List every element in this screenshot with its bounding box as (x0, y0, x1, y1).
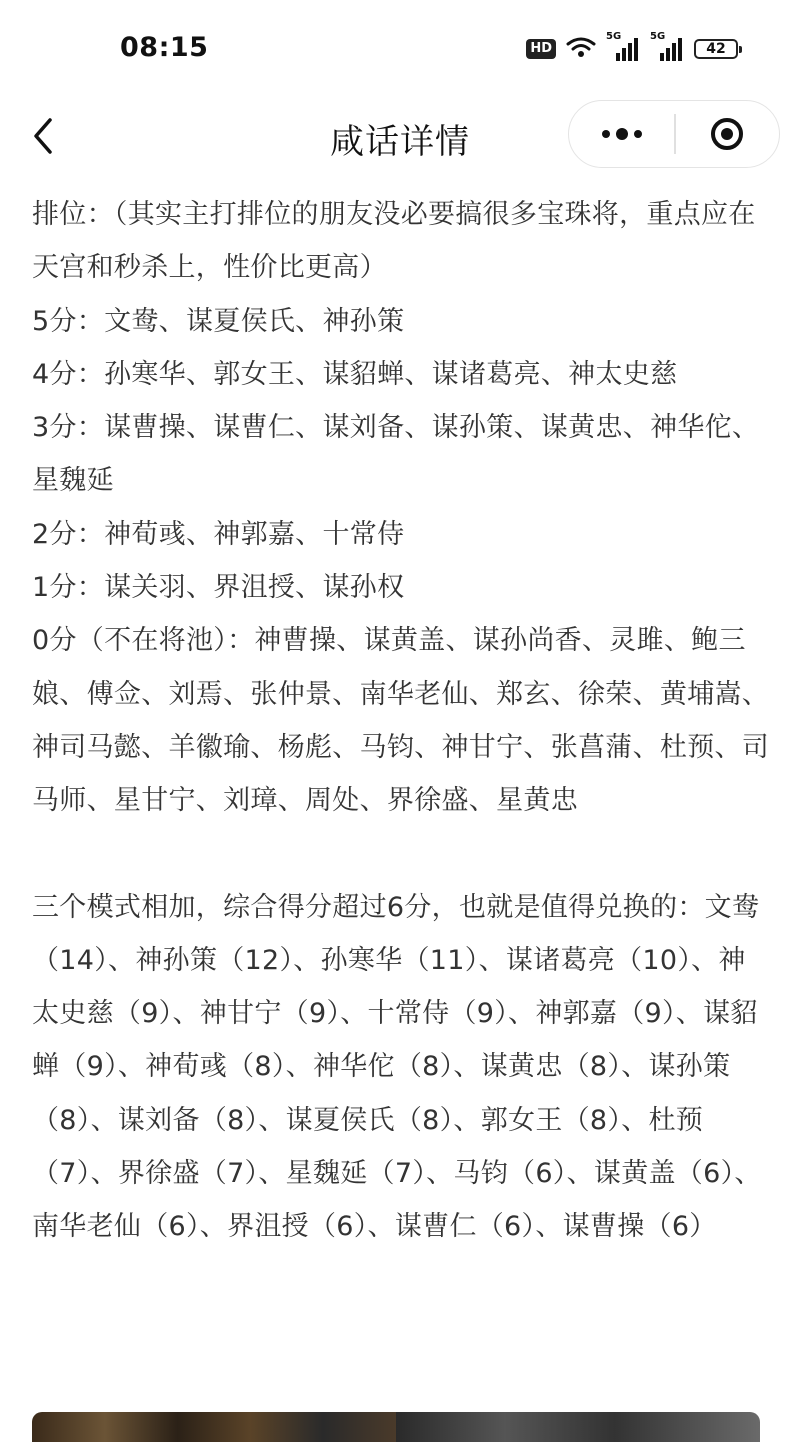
more-button[interactable] (569, 101, 674, 167)
article-image[interactable] (32, 1412, 760, 1442)
target-circle-icon (711, 118, 743, 150)
status-icons (526, 31, 738, 62)
paragraph-score-4: 4分：孙寒华、郭女王、谋貂蝉、谋诸葛亮、神太史慈 (32, 358, 678, 390)
hd-icon: HD (526, 39, 556, 59)
paragraph-rank-intro: 排位：（其实主打排位的朋友没必要搞很多宝珠将，重点应在天宫和秒杀上，性价比更高） (32, 199, 756, 284)
paragraph-score-1: 1分：谋关羽、界沮授、谋孙权 (32, 572, 405, 604)
paragraph-summary: 三个模式相加，综合得分超过6分，也就是值得兑换的：文鸯（14）、神孙策（12）、孙寒华（11）、谋诸葛亮（10）、神太史慈（9）、神甘宁（9）、十常侍（9）、神郭嘉（9）、谋貂蝉（9）、神荀彧（8）、神华佗（8）、谋黄忠（8）、谋孙策（8）、谋刘备（8）、谋夏侯氏（8）、郭女王（8）、杜预（7）、界徐盛（7）、星魏延（7）、马钧（6）、谋黄盖（6）、南华老仙（6）、界沮授（6）、谋曹仁（6）、谋曹操（6） (32, 891, 762, 1243)
battery-icon: 42 (694, 39, 738, 59)
paragraph-gap (32, 828, 770, 881)
mini-program-capsule (568, 100, 780, 168)
status-bar (0, 0, 800, 100)
close-button[interactable] (676, 101, 780, 167)
wifi-icon (566, 36, 596, 62)
paragraph-score-0: 0分（不在将池）：神曹操、谋黄盖、谋孙尚香、灵雎、鲍三娘、傅佥、刘焉、张仲景、南华老仙、郑玄、徐荣、黄埔嵩、神司马懿、羊徽瑜、杨彪、马钧、神甘宁、张菖蒲、杜预、司马师、星甘宁、刘璋、周处、界徐盛、星黄忠 (32, 625, 770, 817)
paragraph-score-2: 2分：神荀彧、神郭嘉、十常侍 (32, 518, 405, 550)
page-title: 咸话详情 (330, 122, 470, 162)
signal-label-2: 5G (650, 31, 666, 42)
article-content (32, 188, 770, 1254)
paragraph-score-3: 3分：谋曹操、谋曹仁、谋刘备、谋孙策、谋黄忠、神华佗、星魏延 (32, 412, 760, 497)
nav-bar (0, 100, 800, 172)
more-dots-icon (602, 130, 610, 138)
signal-label-1: 5G (606, 31, 622, 42)
status-time: 08:15 (120, 32, 209, 63)
signal-icon-2 (650, 31, 684, 61)
paragraph-score-5: 5分：文鸯、谋夏侯氏、神孙策 (32, 305, 405, 337)
signal-icon-1 (606, 31, 640, 61)
